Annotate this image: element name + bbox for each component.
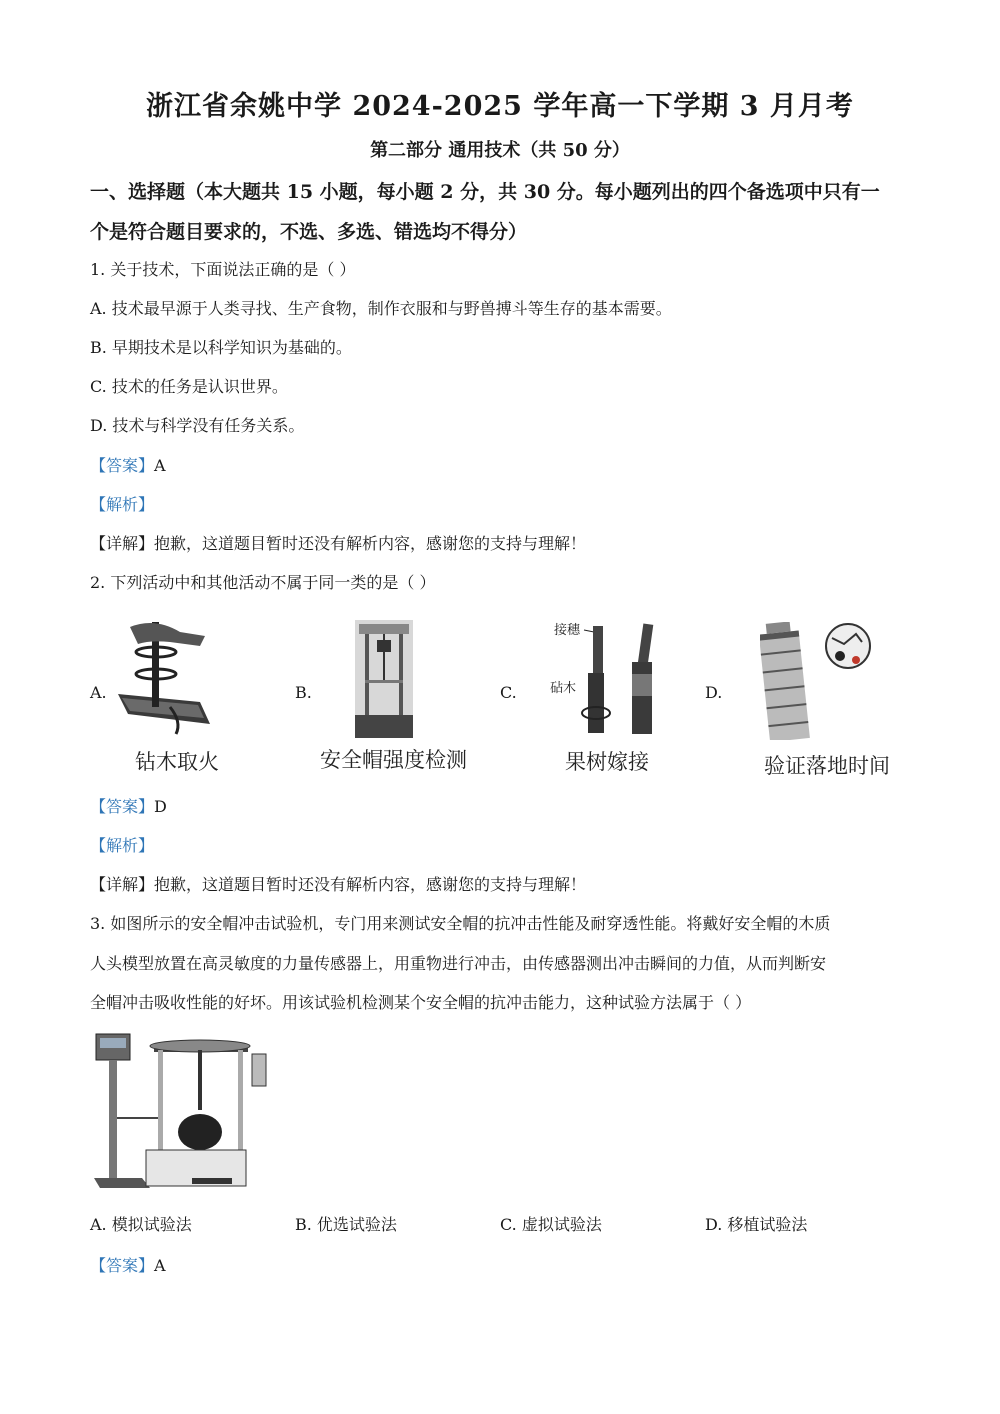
q3-choice-c: C. 虚拟试验法 [500, 1215, 602, 1234]
answer-value: A [154, 1256, 166, 1275]
q3-stem-line-1: 3. 如图所示的安全帽冲击试验机，专门用来测试安全帽的抗冲击性能及耐穿透性能。将戴好安全帽的木质 [90, 914, 831, 933]
detail-text: 抱歉，这道题目暂时还没有解析内容，感谢您的支持与理解！ [154, 534, 587, 553]
q3-choice-b: B. 优选试验法 [295, 1215, 397, 1234]
analysis-tag: 【解析】 [90, 495, 155, 514]
q1-option-c: C. 技术的任务是认识世界。 [90, 377, 288, 396]
q1-option-b: B. 早期技术是以科学知识为基础的。 [90, 338, 352, 357]
q2-analysis [90, 833, 920, 856]
q3-answer [90, 1253, 920, 1276]
drill-fire-illustration [110, 612, 220, 737]
stock-label: 砧木 [550, 681, 577, 696]
q3-choice-d: D. 移植试验法 [705, 1215, 808, 1234]
q2-detail [90, 872, 920, 895]
grafting-illustration [550, 618, 670, 736]
section-heading-line-1: 一、选择题（本大题共 15 小题，每小题 2 分，共 30 分。每小题列出的四个备选项中只有一 [90, 181, 880, 203]
answer-tag: 【答案】 [90, 1256, 155, 1275]
page-title: 浙江省余姚中学 2024-2025 学年高一下学期 3 月月考 [146, 91, 854, 122]
answer-value: D [154, 797, 167, 816]
detail-tag: 【详解】 [90, 875, 155, 894]
q1-option-d: D. 技术与科学没有任务关系。 [90, 416, 305, 435]
q2-option-c-caption: 果树嫁接 [565, 750, 649, 774]
q3-choice-a: A. 模拟试验法 [90, 1215, 192, 1234]
detail-tag: 【详解】 [90, 534, 155, 553]
answer-value: A [154, 456, 166, 475]
q1-stem: 1. 关于技术，下面说法正确的是（ ） [90, 260, 356, 279]
q2-option-a-label: A. [90, 683, 107, 702]
q3-stem-line-2: 人头模型放置在高灵敏度的力量传感器上，用重物进行冲击，由传感器测出冲击瞬间的力值，从而判断安 [90, 954, 827, 973]
q2-option-d-label: D. [705, 683, 723, 702]
q3-stem-line-3: 全帽冲击吸收性能的好坏。用该试验机检测某个安全帽的抗冲击能力，这种试验方法属于（ ） [90, 993, 752, 1012]
helmet-test-illustration [355, 620, 413, 738]
q2-option-b-label: B. [295, 683, 312, 702]
scion-label: 接穗 [554, 623, 581, 638]
leaning-tower-illustration [760, 622, 872, 740]
q2-option-c-label: C. [500, 683, 517, 702]
answer-tag: 【答案】 [90, 456, 155, 475]
q2-stem: 2. 下列活动中和其他活动不属于同一类的是（ ） [90, 573, 436, 592]
q1-answer [90, 453, 920, 476]
q1-option-a: A. 技术最早源于人类寻找、生产食物，制作衣服和与野兽搏斗等生存的基本需要。 [90, 299, 672, 318]
q2-option-a-caption: 钻木取火 [135, 750, 219, 774]
analysis-tag: 【解析】 [90, 836, 155, 855]
q2-option-b-caption: 安全帽强度检测 [320, 748, 467, 772]
section-heading-line-2: 个是符合题目要求的，不选、多选、错选均不得分） [90, 221, 528, 243]
detail-text: 抱歉，这道题目暂时还没有解析内容，感谢您的支持与理解！ [154, 875, 587, 894]
q2-answer [90, 794, 920, 817]
answer-tag: 【答案】 [90, 797, 155, 816]
q1-detail [90, 531, 920, 554]
section-heading [90, 172, 920, 252]
impact-test-machine-illustration [92, 1028, 272, 1196]
page-subtitle: 第二部分 通用技术（共 50 分） [370, 140, 630, 161]
q1-analysis [90, 492, 920, 515]
q2-option-d-caption: 验证落地时间 [764, 754, 890, 778]
